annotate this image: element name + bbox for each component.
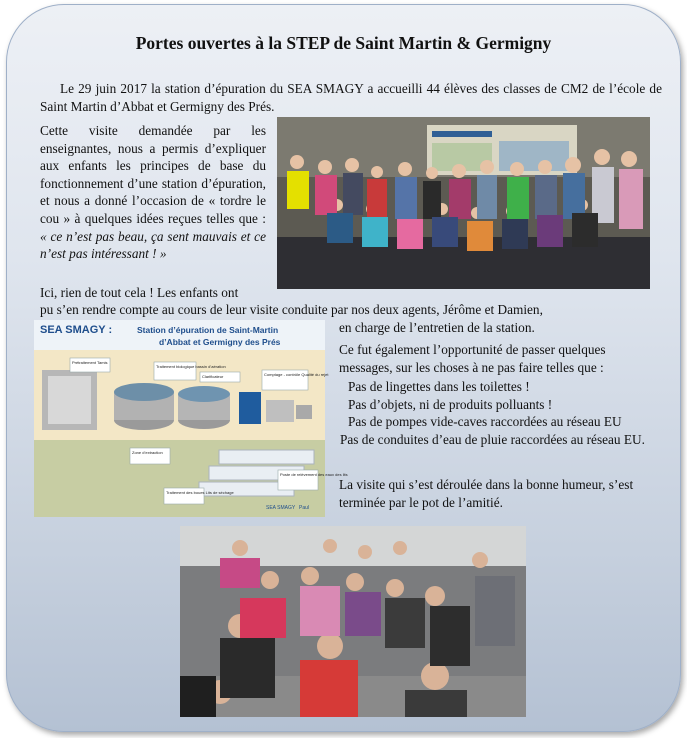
messages-intro: Ce fut également l’opportunité de passer quelques messages, sur les choses à ne pas faire telles que : <box>339 342 606 375</box>
diagram-label-pretreatment: Prétraitement Tamis <box>72 360 108 365</box>
diagram-label-clarifier: Clarificateur <box>202 374 224 379</box>
diagram-logo-paul: Paul <box>299 505 310 511</box>
station-diagram <box>34 320 348 517</box>
refreshment-photo <box>180 526 526 717</box>
list-item: Pas d’objets, ni de produits polluants ! <box>348 396 553 412</box>
diagram-logo-sea: SEA SMAGY <box>266 505 296 511</box>
diagram-label-extraction: Zone d’extraction <box>132 450 163 455</box>
diagram-label-pumping: Poste de relèvement des eaux des lits <box>280 472 348 477</box>
visit-text: Cette visite demandée par les enseignantes, nous a permis d’expliquer aux enfants les principes de base du fonctionnement d’une station d’épuration, et nous a donné l’occasion de « tordre le cou » à quelques idées reçues telles que : <box>40 123 266 226</box>
closing-paragraph: La visite qui s’est déroulée dans la bonne humeur, s’est terminée par le pot de l’amitié. <box>339 477 634 510</box>
page-title: Portes ouvertes à la STEP de Saint Martin & Germigny <box>135 33 552 53</box>
visit-paragraph <box>40 122 266 263</box>
nothing-line-1: Ici, rien de tout cela ! Les enfants ont <box>40 285 239 300</box>
list-item: Pas de pompes vide-caves raccordées au réseau EU <box>348 414 622 430</box>
diagram-title-2: d’Abbat et Germigny des Prés <box>159 337 281 347</box>
diagram-brand: SEA SMAGY : <box>40 324 113 336</box>
list-item: Pas de lingettes dans les toilettes ! <box>348 379 530 394</box>
visit-quote: « ce n’est pas beau, ça sent mauvais et ce n’est pas intéressant ! » <box>40 228 266 262</box>
diagram-title-1: Station d’épuration de Saint-Martin <box>137 325 279 335</box>
bullet-list <box>340 378 670 448</box>
group-photo <box>277 117 650 289</box>
intro-paragraph: Le 29 juin 2017 la station d’épuration du SEA SMAGY a accueilli 44 élèves des classes de CM2 de l’école de Saint Martin d’Abbat et Germigny des Prés. <box>40 81 662 114</box>
diagram-label-metering: Comptage - contrôle Qualité du rejet <box>264 372 329 377</box>
nothing-line-2: pu s’en rendre compte au cours de leur visite conduite par nos deux agents, Jérôme et Damien, <box>40 302 543 317</box>
list-item: Pas de conduites d’eau de pluie raccordées au réseau EU. <box>340 431 645 447</box>
diagram-label-sludge: Traitement des boues Lits de séchage <box>166 490 234 495</box>
diagram-label-biological: Traitement biologique bassin d’aération <box>156 364 226 369</box>
nothing-line-3: en charge de l’entretien de la station. <box>339 320 535 335</box>
